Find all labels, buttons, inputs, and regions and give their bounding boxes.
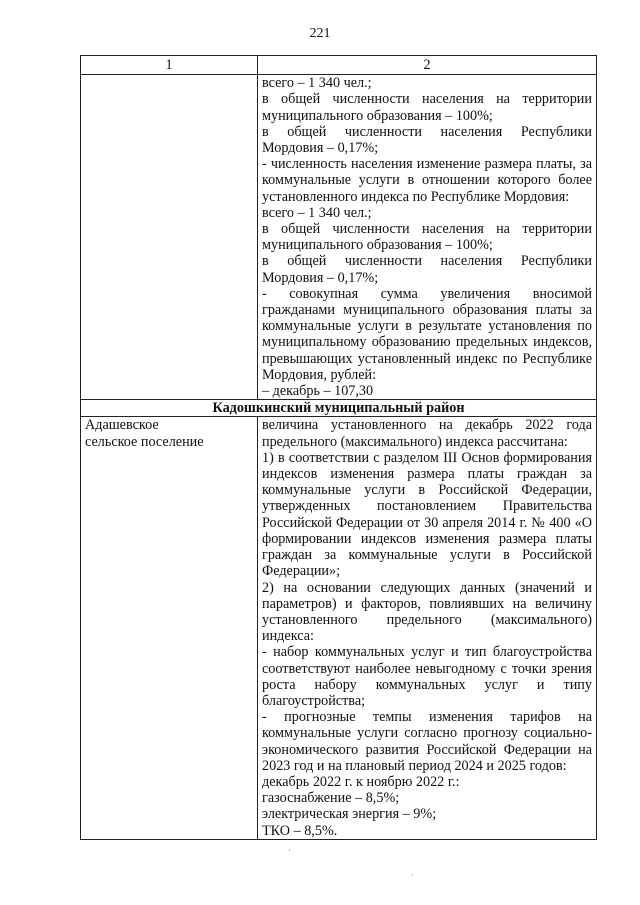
paragraph: 1) в соответствии с разделом III Основ формирования индексов изменения размера платы граждан за коммунальные услуги в Российской Федерации, утвержденных постановлением Правительства Российской Федерации от 30 апреля 2014 г. № 400 «О формировании индексов изменения размера платы граждан за коммунальные услуги в Российской Федерации»; <box>262 449 592 580</box>
settlement-name-line: Адашевское <box>85 417 159 434</box>
table-row <box>81 75 597 400</box>
paragraph: в общей численности населения Республики Мордовия – 0,17%; <box>262 123 592 157</box>
paragraph: ТКО – 8,5%. <box>262 822 338 839</box>
page-number: 221 <box>309 26 331 41</box>
column-header-2: 2 <box>258 56 597 75</box>
paragraph: - прогнозные темпы изменения тарифов на коммунальные услуги согласно прогнозу социально-экономического развития Российской Федерации на 2023 год и на плановый период 2024 и 2025 годов: <box>262 709 592 774</box>
section-row <box>81 400 597 417</box>
paragraph: в общей численности населения на территории муниципального образования – 100%; <box>262 91 592 124</box>
paragraph: - набор коммунальных услуг и тип благоустройства соответствуют наиболее невыгодному с точки зрения роста набору коммунальных услуг и типу благоустройства; <box>262 644 592 709</box>
scan-speck: · <box>288 845 291 855</box>
column-header-1: 1 <box>81 56 258 75</box>
paragraph: электрическая энергия – 9%; <box>262 806 437 823</box>
paragraph: - совокупная сумма увеличения вносимой гражданами муниципального образования платы за коммунальные услуги в результате установления по муниципальному образованию предельных индексов, превышающих установленный индекс по Республике Мордовия, рублей: <box>262 285 592 383</box>
paragraph: декабрь 2022 г. к ноябрю 2022 г.: <box>262 773 460 790</box>
paragraph: – декабрь – 107,30 <box>262 383 374 400</box>
paragraph: всего – 1 340 чел.; <box>262 204 372 221</box>
paragraph: 2) на основании следующих данных (значений и параметров) и факторов, повлиявших на величину установленного предельного (максимального) индекса: <box>262 579 592 645</box>
paragraph: газоснабжение – 8,5%; <box>262 790 400 807</box>
table-cell-col1 <box>81 75 258 400</box>
paragraph: всего – 1 340 чел.; <box>262 75 372 92</box>
table-cell-col2 <box>258 75 597 400</box>
paragraph: в общей численности населения на территории муниципального образования – 100%; <box>262 221 592 254</box>
paragraph: - численность населения изменение размера платы, за коммунальные услуги в отношении которого более установленного индекса по Республике Мордовия: <box>262 156 592 205</box>
scan-speck: · <box>411 870 414 880</box>
table-row <box>81 417 597 839</box>
table-cell-col1 <box>81 417 258 839</box>
table-cell-col2 <box>258 417 597 839</box>
settlement-name-line: сельское поселение <box>85 433 204 450</box>
paragraph: в общей численности населения Республики Мордовия – 0,17%; <box>262 253 592 286</box>
table-header-row <box>81 56 597 75</box>
section-title: Кадошкинский муниципальный район <box>81 400 597 417</box>
paragraph: величина установленного на декабрь 2022 года предельного (максимального) индекса рассчитана: <box>262 417 592 450</box>
document-table <box>80 55 597 840</box>
